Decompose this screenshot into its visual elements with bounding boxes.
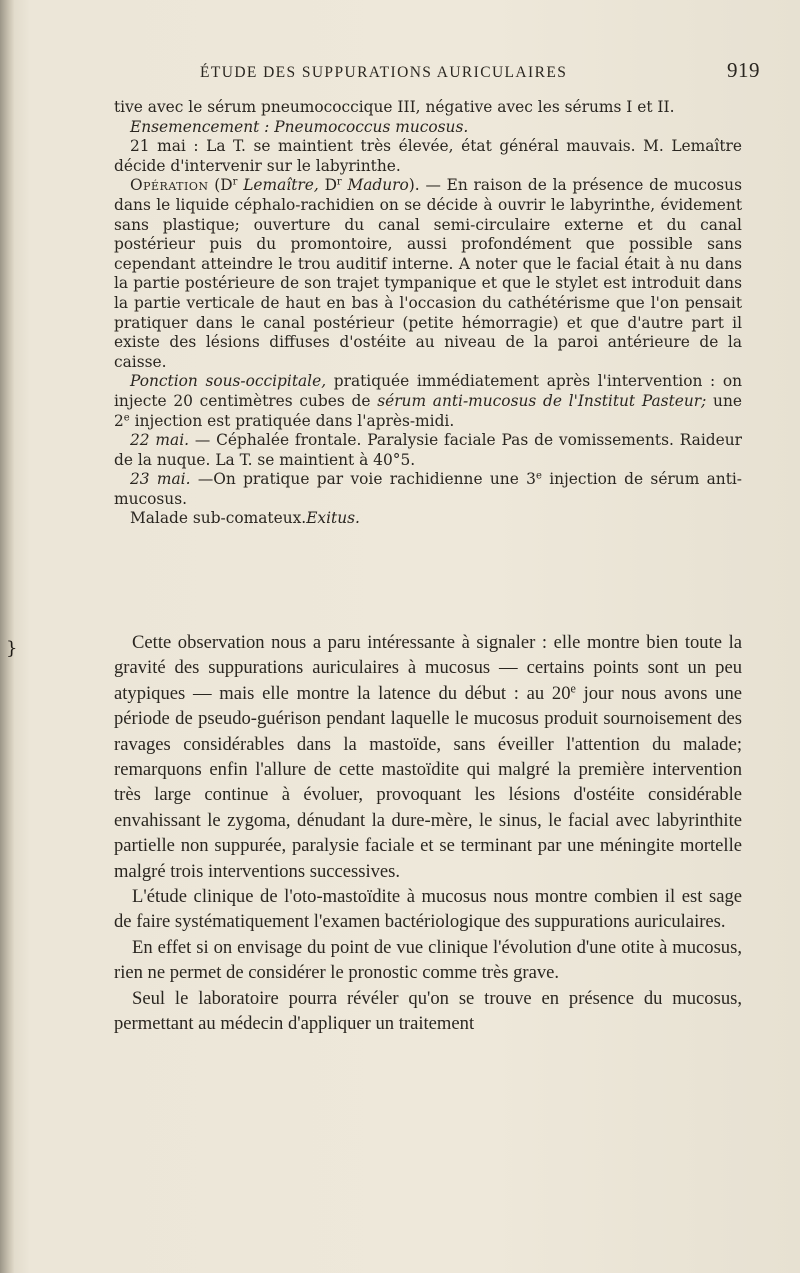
running-title: ÉTUDE DES SUPPURATIONS AURICULAIRES [200,64,568,81]
operation-label: Opération [130,176,209,195]
page-number: 919 [727,58,760,82]
commentary-paragraph-4: Seul le laboratoire pourra révéler qu'on se trouve en présence du mucosus, permettant au médecin d'appliquer un traitement [114,987,742,1035]
case-report [114,98,742,529]
may22-text: — Céphalée frontale. Paralysie faciale Pas de vomissements. Raideur de la nuque. La T. se maintient à 40°5. [114,431,742,469]
entry-may-21: 21 mai : La T. se maintient très élevée, état général mauvais. M. Lemaître décide d'intervenir sur le labyrinthe. [114,137,742,175]
sup-e-3: e [570,681,576,696]
operation-text: ). — En raison de la présence de mucosus dans le liquide céphalo-rachidien on se décide à ouvrir le labyrinthe, évidement sans plastique; ouverture du canal semi-circulaire externe et du canal postérieur puis du promontoire, aussi profondément que possible sans cependant atteindre le trou auditif interne. A noter que le facial était à nu dans la partie postérieure de son trajet tympanique et que le stylet est introduit dans la partie verticale de haut en bas à l'occasion du cathétérisme que l'on pensait pratiquer dans le canal postérieur (petite hémorragie) et que d'autre part il existe des lésions diffuses d'ostéite au niveau de la paroi antérieure de la caisse. [114,176,742,371]
doctors-open: (D [214,176,233,195]
operation-paragraph [114,176,742,372]
ensemencement-line: Ensemencement : Pneumococcus mucosus. [130,117,469,136]
may23-text-1: —On pratique par voie rachidienne une 3 [190,470,536,489]
case-continuation: tive avec le sérum pneumococcique III, négative avec les sérums I et II. [114,98,675,116]
ponction-label: Ponction sous-occipitale, [130,372,327,391]
exitus-text: Exitus. [306,509,360,528]
entry-may-22 [114,431,742,470]
sup-e: e [123,412,130,423]
surgeon-2: Maduro [347,176,409,195]
ponction-text-3: injection est pratiquée dans l'après-midi. [129,411,455,430]
dr-prefix: D [324,176,337,195]
may23-text-2: injection de sérum anti-mucosus. [114,470,743,508]
entry-may-23 [114,470,742,509]
ponction-text-2: une 2 [114,391,742,430]
dr-sup: r [232,176,238,188]
margin-bracket-mark: } [6,638,18,659]
sup-e-2: e [535,470,542,482]
commentary [114,630,742,1037]
ponction-text-1: pratiquée immédiatement après l'intervention : on injecte 20 centimètres cubes de [114,372,742,410]
may23-date: 23 mai. [130,470,191,489]
commentary-paragraph-2: L'étude clinique de l'oto-mastoïdite à mucosus nous montre combien il est sage de faire systématiquement l'examen bactériologique des suppurations auriculaires. [114,886,742,933]
running-header [200,58,760,83]
surgeon-1: Lemaître, [243,176,319,195]
page-spine-shadow [0,0,14,1273]
may22-date: 22 mai. [130,431,190,450]
dr-sup-2: r [336,176,342,188]
p1-part-b: jour nous avons une période de pseudo-guérison pendant laquelle le mucosus produit sournoisement des ravages considérables dans la mastoïde, sans éveiller l'attention du malade; remarquons enfin l'allure de cette mastoïdite qui malgré la première intervention très large continue à évoluer, provoquant les lésions d'ostéite considérable envahissant le zygoma, dénudant la dure-mère, le sinus, le facial avec labyrinthite partielle non suppurée, paralysie faciale et se terminant par une méningite mortelle malgré trois interventions successives. [114,682,742,882]
commentary-paragraph-1 [114,630,742,884]
ponction-paragraph [114,372,742,431]
outcome-line [114,509,742,529]
serum-label: sérum anti-mucosus de l'Institut Pasteur; [377,391,707,410]
commentary-paragraph-3: En effet si on envisage du point de vue clinique l'évolution d'une otite à mucosus, rien ne permet de considérer le pronostic comme très grave. [114,936,742,984]
malade-text: Malade sub-comateux. [130,509,307,528]
p1-part-a: Cette observation nous a paru intéressante à signaler : elle montre bien toute la gravité des suppurations auriculaires à mucosus — certains points sont un peu atypiques — mais elle montre la latence du début : au 20 [114,632,742,704]
